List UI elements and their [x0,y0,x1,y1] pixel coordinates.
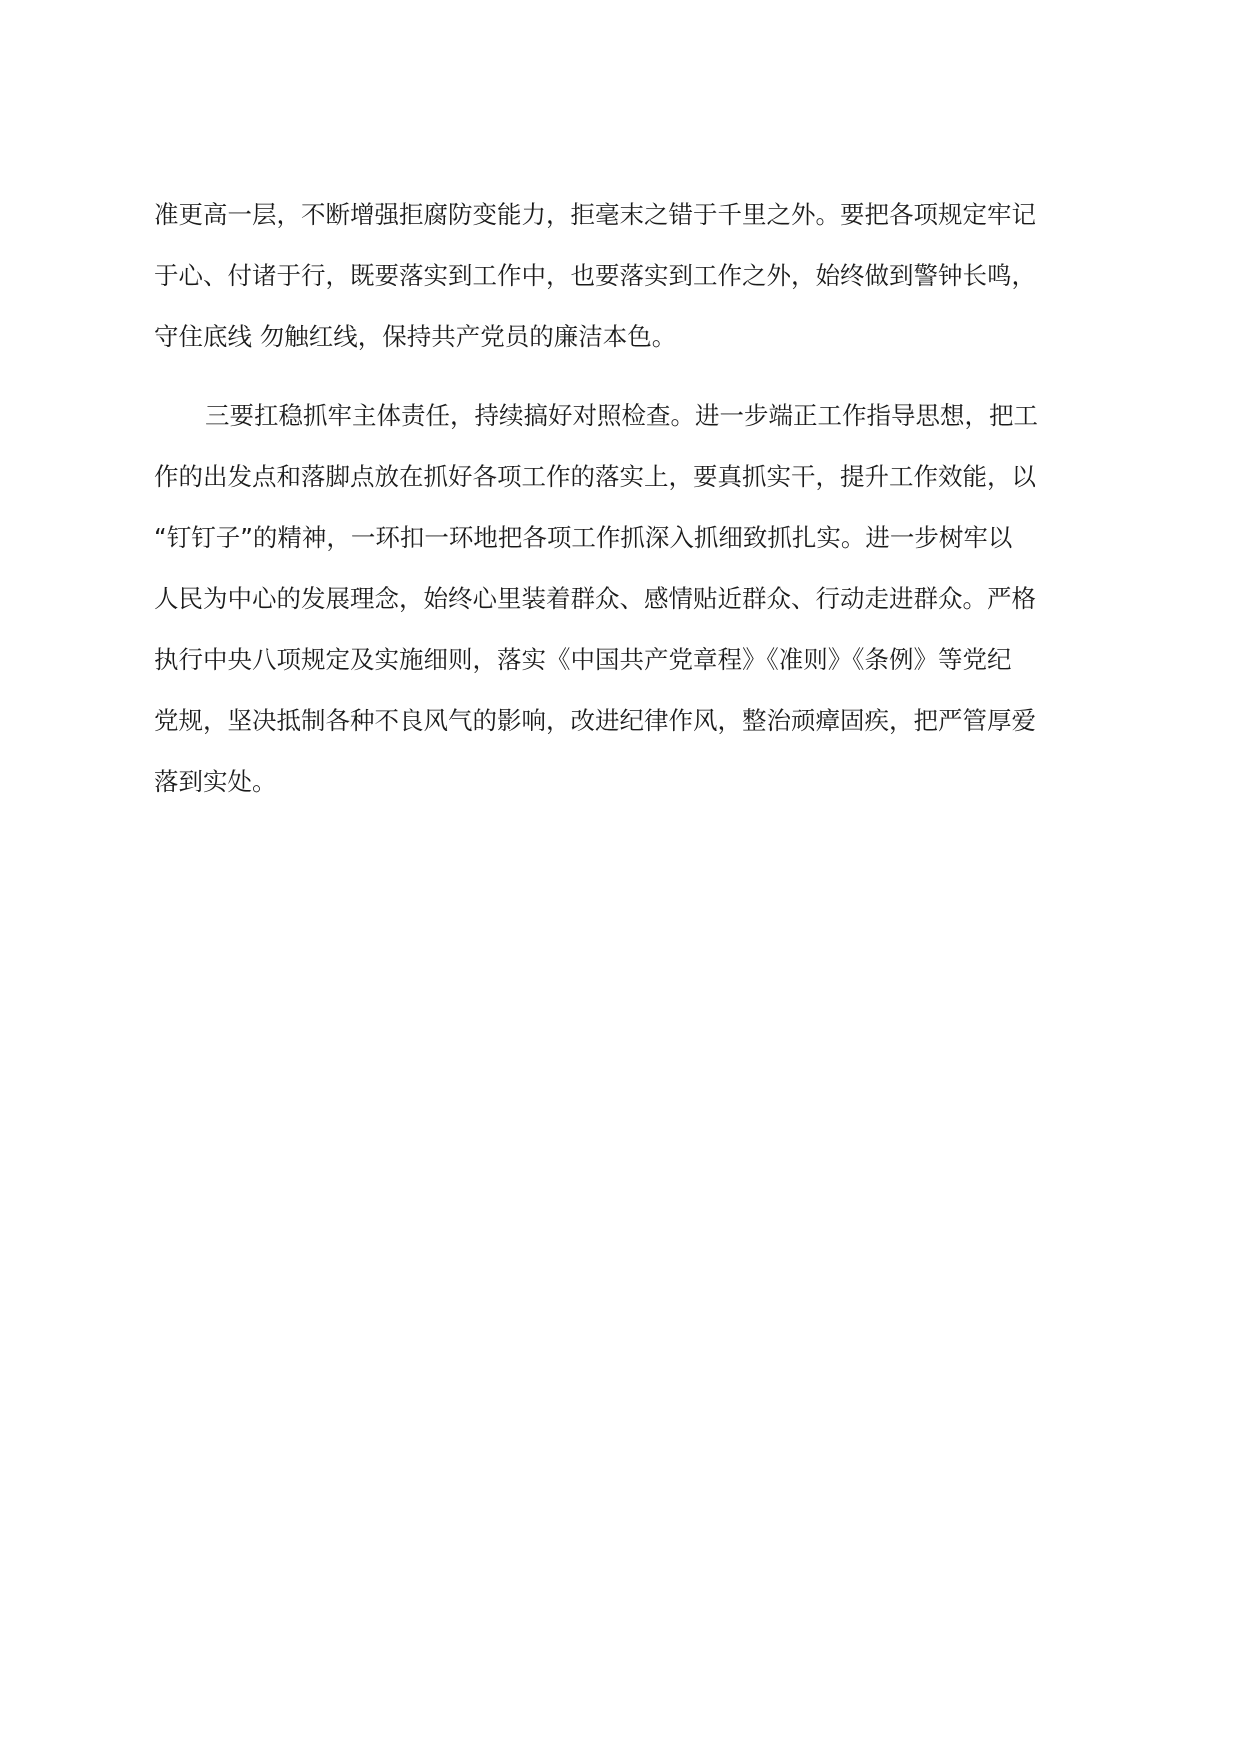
paragraph-line: 三要扛稳抓牢主体责任，持续搞好对照检查。进一步端正工作指导思想，把工 [205,401,1038,430]
paragraph-1 [154,184,1060,367]
paragraph-line: 人民为中心的发展理念，始终心里装着群众、感情贴近群众、行动走进群众。严格 [154,584,1036,613]
document-body [154,184,1060,812]
paragraph-spacer [154,367,1060,385]
paragraph-line: 党规，坚决抵制各种不良风气的影响，改进纪律作风，整治顽瘴固疾，把严管厚爱 [154,706,1036,735]
paragraph-line: 执行中央八项规定及实施细则，落实《中国共产党章程》《准则》《条例》等党纪 [154,645,1012,674]
paragraph-line: 守住底线 勿触红线，保持共产党员的廉洁本色。 [154,322,677,351]
paragraph-line: 准更高一层，不断增强拒腐防变能力，拒毫末之错于千里之外。要把各项规定牢记 [154,200,1036,229]
paragraph-line: 落到实处。 [154,767,277,796]
paragraph-line: 于心、付诸于行，既要落实到工作中，也要落实到工作之外，始终做到警钟长鸣， [154,261,1036,290]
paragraph-line: 作的出发点和落脚点放在抓好各项工作的落实上，要真抓实干，提升工作效能，以 [154,462,1036,491]
paragraph-line: “钉钉子”的精神，一环扣一环地把各项工作抓深入抓细致抓扎实。进一步树牢以 [154,523,1013,552]
paragraph-2 [154,385,1060,812]
